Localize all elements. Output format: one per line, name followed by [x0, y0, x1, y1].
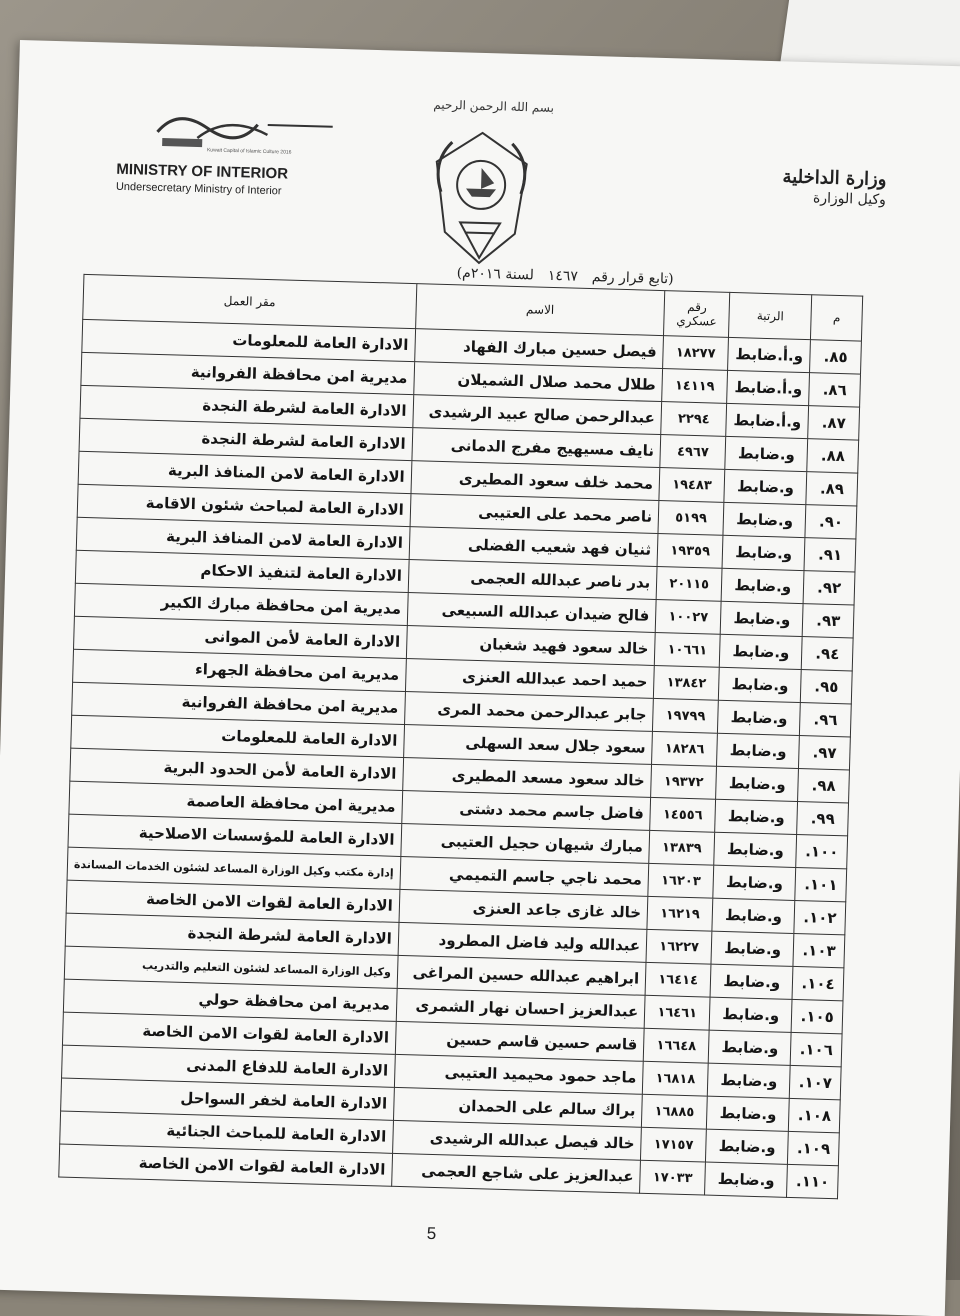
row-workplace: الادارة العامة للمباحث الجنائية — [60, 1111, 394, 1153]
row-number: ٨٦. — [809, 373, 861, 407]
row-military-number: ١٦٤٦١ — [644, 995, 710, 1030]
row-number: ٨٨. — [807, 439, 859, 473]
row-workplace: مديرية امن محافظة الجهراء — [73, 649, 407, 691]
row-rank: و.ضابط — [715, 799, 798, 834]
row-workplace: الادارة العامة لشرطة النجدة — [79, 418, 413, 460]
row-name: مبارك شيهان حجيل العتيبى — [401, 823, 650, 863]
row-military-number: ١٧٠٣٣ — [640, 1160, 706, 1195]
row-name: حميد احمد عبدالله العنزى — [405, 659, 654, 699]
row-workplace: الادارة العامة للمؤسسات الاصلاحية — [68, 814, 402, 856]
arabic-header — [686, 164, 887, 209]
row-rank: و.ضابط — [718, 667, 801, 702]
row-rank: و.ضابط — [723, 502, 806, 537]
row-military-number: ١٧١٥٧ — [641, 1127, 707, 1162]
page-number: 5 — [426, 1223, 437, 1244]
row-workplace: مديرية امن محافظة مبارك الكبير — [74, 583, 408, 625]
row-workplace: وكيل الوزارة المساعد لشئون التعليم والتدريب — [64, 946, 398, 988]
row-military-number: ١٠٦٦١ — [654, 632, 720, 667]
row-rank: و.أ.ضابط — [728, 337, 811, 372]
row-rank: و.ضابط — [721, 568, 804, 603]
row-name: محمد ناجي جاسم التميمي — [400, 856, 649, 896]
row-military-number: ١٦٢٠٣ — [648, 863, 714, 898]
row-number: ١٠٢. — [794, 900, 846, 934]
row-number: ٩٩. — [797, 802, 849, 836]
row-workplace: الادارة العامة لخفر السواحل — [61, 1078, 395, 1120]
row-number: ٩٨. — [798, 769, 850, 803]
row-number: ١١٠. — [787, 1164, 839, 1198]
row-workplace: الادارة العامة لمباحث شئون الاقامة — [77, 484, 411, 526]
row-military-number: ١٩٣٧٢ — [651, 764, 717, 799]
row-workplace: الادارة العامة لقوات الامن الخاصة — [62, 1012, 396, 1054]
row-military-number: ١٦٢٢٧ — [646, 929, 712, 964]
row-name: عبدالله وليد فاضل المطرود — [398, 922, 647, 962]
row-workplace: الادارة العامة لقوات الامن الخاصة — [59, 1144, 393, 1186]
row-workplace: مديرية امن محافظة الفروانية — [81, 352, 415, 394]
row-military-number: ١٨٢٨٦ — [652, 731, 718, 766]
row-rank: و.ضابط — [713, 865, 796, 900]
row-rank: و.ضابط — [706, 1129, 789, 1164]
row-workplace: مديرية امن محافظة حولي — [63, 979, 397, 1021]
header-mil: رقم عسكري — [664, 291, 730, 338]
row-rank: و.ضابط — [722, 535, 805, 570]
row-rank: و.ضابط — [720, 601, 803, 636]
row-number: ٩٣. — [803, 604, 855, 638]
row-name: جابر عبدالرحمن محمد المرى — [404, 692, 653, 732]
row-military-number: ١٦٦٤٨ — [643, 1028, 709, 1063]
row-number: ٨٧. — [808, 406, 860, 440]
row-number: ٨٩. — [806, 472, 858, 506]
row-name: براك سالم على الحمدان — [393, 1087, 642, 1127]
row-name: نايف مسيهيج مفرج الدمانى — [412, 428, 661, 468]
row-name: محمد خلف سعود المطيرى — [411, 461, 660, 501]
row-military-number: ١٤٥٥٦ — [650, 797, 716, 832]
row-military-number: ١٠٠٢٧ — [655, 599, 721, 634]
row-military-number: ٢٠١١٥ — [656, 566, 722, 601]
row-name: ابراهيم عبدالله حسين المراغى — [397, 955, 646, 995]
row-military-number: ٥١٩٩ — [658, 501, 724, 536]
row-number: ٩٠. — [805, 505, 857, 539]
row-rank: و.أ.ضابط — [727, 370, 810, 405]
row-number: ١٠٥. — [791, 999, 843, 1033]
document-page — [0, 40, 960, 1316]
row-military-number: ١٣٨٤٢ — [654, 665, 720, 700]
row-name: عبدالرحمن صالح عبيد الرشيدى — [413, 395, 662, 435]
row-name: فاضل جاسم محمد دشتى — [402, 790, 651, 830]
row-name: خالد سعود فهيد شغبان — [406, 626, 655, 666]
undersecretary-subtitle-ar: وكيل الوزارة — [812, 190, 887, 209]
row-military-number: ١٦٨١٨ — [642, 1061, 708, 1096]
decision-number: ١٤٦٧ — [547, 267, 579, 285]
row-name: فالح ضيدان عبدالله السبيعى — [407, 593, 656, 633]
row-name: ماجد حمود محيميد العتيبى — [394, 1054, 643, 1094]
row-workplace: الادارة العامة لشرطة النجدة — [80, 385, 414, 427]
undersecretary-subtitle-en: Undersecretary Ministry of Interior — [115, 180, 282, 198]
row-military-number: ٤٩٦٧ — [660, 435, 726, 470]
row-rank: و.ضابط — [717, 733, 800, 768]
decision-label: (تابع قرار رقم — [591, 269, 674, 288]
row-rank: و.ضابط — [724, 469, 807, 504]
row-workplace: الادارة العامة للمعلومات — [82, 319, 416, 361]
culture-capital-logo — [137, 101, 338, 157]
row-name: عبدالعزيز احسان نهار الشمرى — [396, 988, 645, 1028]
header-name: الاسم — [415, 284, 665, 336]
row-name: خالد غازى جاعد العنزى — [399, 889, 648, 929]
row-rank: و.ضابط — [711, 931, 794, 966]
row-name: خالد سعود مسعد المطيرى — [402, 757, 651, 797]
header-work: مقر العمل — [83, 274, 417, 328]
row-military-number: ١٨٢٧٧ — [663, 336, 729, 371]
row-workplace: إدارة مكتب وكيل الوزارة المساعد لشئون الخدمات المساندة — [67, 847, 401, 889]
row-number: ١٠١. — [795, 867, 847, 901]
ministry-title-ar: وزارة الداخلية — [782, 166, 887, 191]
row-workplace: الادارة العامة لشرطة النجدة — [65, 913, 399, 955]
english-header — [116, 161, 337, 199]
decision-year: لسنة ٢٠١٦م) — [456, 265, 535, 284]
row-name: بدر ناصر عبدالله العجمى — [408, 560, 657, 600]
row-military-number: ١٣٨٣٩ — [649, 830, 715, 865]
officers-table — [58, 274, 863, 1199]
row-name: ناصر محمد على العتيبى — [410, 494, 659, 534]
row-name: ثنيان فهد شعيب الفضلى — [409, 527, 658, 567]
row-workplace: الادارة العامة لامن المنافذ البرية — [78, 451, 412, 493]
row-workplace: الادارة العامة للدفاع المدنى — [62, 1045, 396, 1087]
row-number: ١٠٨. — [789, 1098, 841, 1132]
row-rank: و.ضابط — [718, 700, 801, 735]
row-workplace: الادارة العامة لأمن الحدود البرية — [70, 748, 404, 790]
row-number: ١٠٧. — [790, 1065, 842, 1099]
row-military-number: ١٩٧٩٩ — [653, 698, 719, 733]
row-military-number: ١٩٤٨٣ — [659, 468, 725, 503]
bismillah-text: بسم الله الرحمن الرحيم — [433, 97, 555, 115]
row-name: قاسم حسين قاسم حسين — [395, 1021, 644, 1061]
row-rank: و.أ.ضابط — [726, 403, 809, 438]
row-name: فيصل حسين مبارك الفهاد — [414, 329, 663, 369]
row-name: عبدالعزيز على شاجع العجمى — [391, 1153, 640, 1193]
row-workplace: الادارة العامة للمعلومات — [71, 715, 405, 757]
row-military-number: ١٦٨٨٥ — [642, 1094, 708, 1129]
row-number: ٨٥. — [810, 340, 862, 374]
row-rank: و.ضابط — [707, 1096, 790, 1131]
row-rank: و.ضابط — [708, 1030, 791, 1065]
row-military-number: ١٦٤١٤ — [645, 962, 711, 997]
row-workplace: الادارة العامة لأمن الموانى — [74, 616, 408, 658]
row-number: ٩٥. — [801, 670, 853, 704]
header-no: م — [811, 295, 863, 341]
row-rank: و.ضابط — [719, 634, 802, 669]
row-workplace: مديرية امن محافظة العاصمة — [69, 781, 403, 823]
kuwait-emblem-icon — [424, 121, 538, 274]
row-name: طلال محمد صلال الشميلان — [414, 362, 663, 402]
row-workplace: الادارة العامة لقوات الامن الخاصة — [66, 880, 400, 922]
row-military-number: ٢٢٩٤ — [661, 402, 727, 437]
row-military-number: ١٤١١٩ — [662, 369, 728, 404]
row-number: ١٠٠. — [796, 835, 848, 869]
header-rank: الرتبة — [729, 292, 812, 339]
row-rank: و.ضابط — [707, 1063, 790, 1098]
row-rank: و.ضابط — [710, 964, 793, 999]
row-number: ١٠٩. — [788, 1131, 840, 1165]
row-rank: و.ضابط — [712, 898, 795, 933]
row-number: ٩١. — [804, 538, 856, 572]
logo-caption: Kuwait Capital of Islamic Culture 2016 — [206, 147, 292, 156]
row-number: ١٠٤. — [792, 966, 844, 1000]
row-rank: و.ضابط — [725, 436, 808, 471]
row-workplace: الادارة العامة لتنفيذ الاحكام — [75, 550, 409, 592]
row-rank: و.ضابط — [714, 832, 797, 867]
ministry-title-en: MINISTRY OF INTERIOR — [116, 160, 289, 183]
row-rank: و.ضابط — [705, 1162, 788, 1197]
row-name: سعود جلال سعد السهلى — [403, 724, 652, 764]
row-workplace: الادارة العامة لامن المنافذ البرية — [76, 517, 410, 559]
row-rank: و.ضابط — [716, 766, 799, 801]
row-number: ٩٤. — [802, 637, 854, 671]
row-workplace: مديرية امن محافظة الفروانية — [72, 682, 406, 724]
row-name: خالد فيصل عبدالله الرشيدى — [392, 1120, 641, 1160]
row-number: ١٠٦. — [791, 1032, 843, 1066]
row-number: ١٠٣. — [793, 933, 845, 967]
row-number: ٩٢. — [803, 571, 855, 605]
row-number: ٩٧. — [799, 736, 851, 770]
row-military-number: ١٦٢١٩ — [647, 896, 713, 931]
row-number: ٩٦. — [800, 703, 852, 737]
row-military-number: ١٩٣٥٩ — [657, 534, 723, 569]
row-rank: و.ضابط — [709, 997, 792, 1032]
